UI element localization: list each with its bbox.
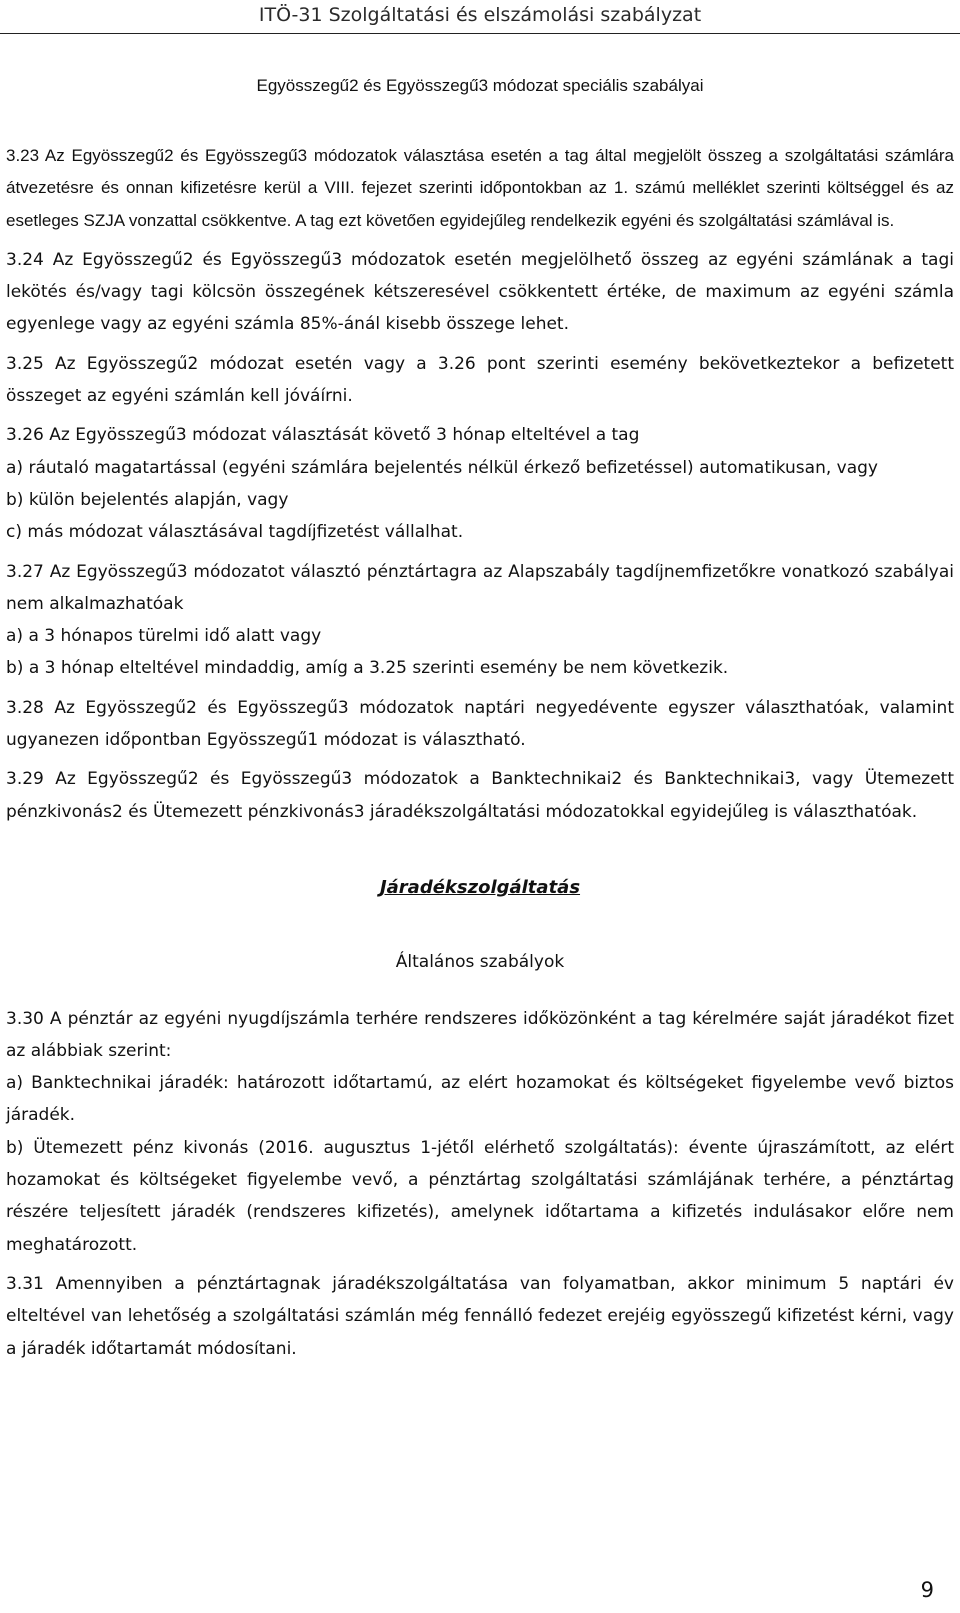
paragraph-3-27-b: b) a 3 hónap elteltével mindaddig, amíg a 3.25 szerinti esemény be nem következik. bbox=[6, 658, 729, 679]
paragraph-3-26: 3.26 Az Egyösszegű3 módozat választását követő 3 hónap elteltével a tag bbox=[6, 425, 640, 446]
document-header: ITÖ-31 Szolgáltatási és elszámolási szabályzat bbox=[258, 4, 702, 26]
paragraph-3-26-a: a) ráutaló magatartással (egyéni számlára bejelentés nélkül érkező befizetéssel) automatikusan, vagy bbox=[6, 457, 878, 478]
paragraph-3-26-c: c) más módozat választásával tagdíjfizetést vállalhat. bbox=[6, 522, 464, 543]
subsection-heading: Általános szabályok bbox=[395, 952, 565, 973]
paragraph-3-27-a: a) a 3 hónapos türelmi idő alatt vagy bbox=[6, 626, 322, 647]
paragraph-3-29: 3.29 Az Egyösszegű2 és Egyösszegű3 módozatok a Banktechnikai2 és Banktechnikai3, vagy Ütemezett pénzkivonás2 és Ütemezett pénzkivonás3 járadékszolgáltatási módozatokkal egyidejűleg is választhatóak. bbox=[6, 769, 954, 822]
paragraph-3-24: 3.24 Az Egyösszegű2 és Egyösszegű3 módozatok esetén megjelölhető összeg az egyéni számlának a tagi lekötés és/vagy tagi kölcsön összegének kétszeresével csökkentett értéke, de maximum az egyéni számla egyenlege vagy az egyéni számla 85%-ánál kisebb összege lehet. bbox=[6, 249, 954, 335]
paragraph-3-28: 3.28 Az Egyösszegű2 és Egyösszegű3 módozatok naptári negyedévente egyszer választhatóak, valamint ugyanezen időpontban Egyösszegű1 módozat is választható. bbox=[6, 697, 954, 751]
document-body bbox=[6, 140, 954, 1372]
paragraph-3-23: 3.23 Az Egyösszegű2 és Egyösszegű3 módozatok választása esetén a tag által megjelölt összeg a szolgáltatási számlára átvezetésre és onnan kifizetésre kerül a VIII. fejezet szerinti időpontokban az 1. számú melléklet szerinti költséggel és az esetleges SZJA vonzattal csökkentve. A tag ezt követően egyidejűleg rendelkezik egyéni és szolgáltatási számlával is. bbox=[6, 146, 954, 230]
section-heading: Járadékszolgáltatás bbox=[379, 876, 581, 898]
paragraph-3-30: 3.30 A pénztár az egyéni nyugdíjszámla terhére rendszeres időközönként a tag kérelmére saját járadékot fizet az alábbiak szerint: bbox=[6, 1008, 954, 1061]
paragraph-3-27: 3.27 Az Egyösszegű3 módozatot választó pénztártagra az Alapszabály tagdíjnemfizetőkre vonatkozó szabályai nem alkalmazhatóak bbox=[6, 561, 954, 614]
section-subtitle: Egyösszegű2 és Egyösszegű3 módozat speciális szabályai bbox=[256, 76, 704, 95]
paragraph-3-30-a: a) Banktechnikai járadék: határozott időtartamú, az elért hozamokat és költségeket figyelembe vevő biztos járadék. bbox=[6, 1073, 954, 1126]
page-number: 9 bbox=[920, 1578, 934, 1602]
paragraph-3-30-b: b) Ütemezett pénz kivonás (2016. augusztus 1-jétől elérhető szolgáltatás): évente újraszámított, az elért hozamokat és költségeket figyelembe vevő, a pénztártag szolgáltatási számlájának terhére, a pénztártag részére teljesített járadék (rendszeres kifizetés), amelynek időtartama a kifizetés indulásakor előre nem meghatározott. bbox=[6, 1137, 954, 1255]
paragraph-3-31: 3.31 Amennyiben a pénztártagnak járadékszolgáltatása van folyamatban, akkor minimum 5 naptári év elteltével van lehetőség a szolgáltatási számlán még fennálló fedezet erejéig egyösszegű kifizetést kérni, vagy a járadék időtartamát módosítani. bbox=[6, 1273, 954, 1359]
paragraph-3-25: 3.25 Az Egyösszegű2 módozat esetén vagy a 3.26 pont szerinti esemény bekövetkeztekor a befizetett összeget az egyéni számlán kell jóváírni. bbox=[6, 353, 954, 407]
paragraph-3-26-b: b) külön bejelentés alapján, vagy bbox=[6, 489, 289, 510]
header-divider bbox=[0, 33, 960, 34]
